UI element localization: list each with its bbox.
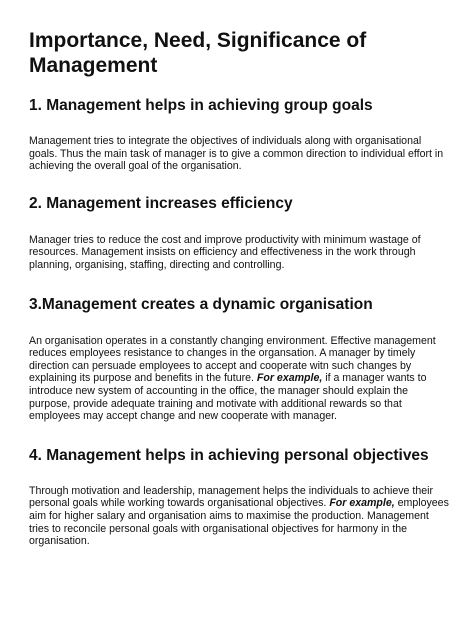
section-2-heading: 2. Management increases efficiency	[29, 194, 293, 212]
section-4-body-text-after: employees aim for higher salary and organisation aims to maximise the production. Management tries to reconcile personal goals with organisational objectives for harmony in the organisation.	[29, 497, 449, 548]
section-3-body-text-before: An organisation operates in a constantly changing environment. Effective management reduces employees resistance to changes in the organsation. A manager by timely direction can persuade employees to accept and cooperate witn such changes by explaining its purpose and benefits in the future.	[29, 334, 436, 385]
document-page	[29, 28, 449, 548]
title-line-2: Management	[29, 54, 158, 77]
section-4-example-emphasis: For example,	[329, 497, 395, 510]
title-line-1: Importance, Need, Significance of	[29, 29, 367, 52]
section-3-body-text-after: if a manager wants to introduce new system of accounting in the office, the manager should explain the purpose, provide adequate training and motivate with additional rewards so that employees may accept change and new cooperate with manager.	[29, 372, 427, 423]
section-1-heading: 1. Management helps in achieving group goals	[29, 97, 373, 114]
section-3-heading: 3.Management creates a dynamic organisation	[29, 295, 373, 313]
section-4-body-text-before: Through motivation and leadership, management helps the individuals to achieve their personal goals while working towards organisational objectives.	[29, 484, 433, 510]
section-3-example-emphasis: For example,	[256, 372, 323, 385]
section-2-body: Manager tries to reduce the cost and improve productivity with minimum wastage of resources. Management insists on efficiency and effectiveness in the work through planning, organising, staffing, directing and controlling.	[29, 233, 421, 271]
document-title	[29, 28, 449, 78]
section-3-body	[29, 335, 449, 423]
section-4-body	[29, 485, 449, 548]
section-1-body: Management tries to integrate the objectives of individuals along with organisational goals. Thus the main task of manager is to give a common direction to individual effort in achieving the overall goal of the organisation.	[29, 135, 444, 173]
section-4-heading: 4. Management helps in achieving personal objectives	[29, 446, 429, 464]
